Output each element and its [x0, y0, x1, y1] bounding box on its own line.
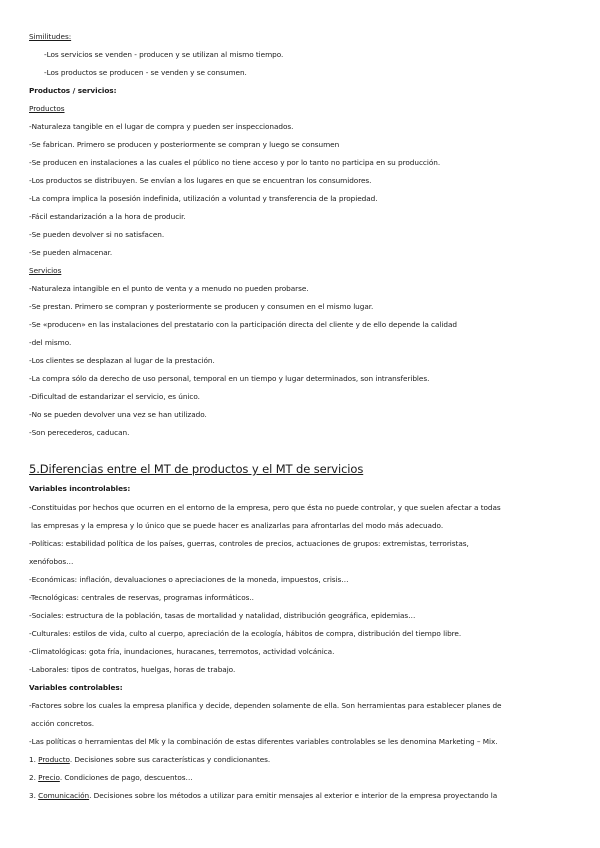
item-term: Precio — [38, 773, 60, 782]
similitudes-item: -Los productos se producen - se venden y se consumen. — [44, 68, 247, 77]
productos-item: -Se producen en instalaciones a las cuales el público no tiene acceso y por lo tanto no participa en su producción. — [29, 158, 441, 167]
item-text: . Condiciones de pago, descuentos… — [59, 773, 193, 782]
item-number: 2. — [29, 773, 36, 782]
incontrolables-line: -Tecnológicas: centrales de reservas, programas informáticos.. — [29, 593, 254, 602]
incontrolables-line: -Políticas: estabilidad política de los países, guerras, controles de precios, actuaciones de grupos: extremistas, terroristas, — [29, 539, 469, 548]
controlables-line: acción concretos. — [31, 719, 94, 728]
section-5-title: 5.Diferencias entre el MT de productos y el MT de servicios — [29, 462, 364, 476]
similitudes-heading: Similitudes: — [29, 32, 72, 41]
numbered-item — [29, 773, 193, 783]
servicios-item: -del mismo. — [29, 338, 72, 347]
servicios-item: -Se prestan. Primero se compran y posteriormente se producen y consumen en el mismo lugar. — [29, 302, 374, 311]
controlables-line: -Las políticas o herramientas del Mk y la combinación de estas diferentes variables controlables se les denomina Marketing – Mix. — [29, 737, 498, 746]
productos-item: -Naturaleza tangible en el lugar de compra y pueden ser inspeccionados. — [29, 122, 294, 131]
item-text: . Decisiones sobre los métodos a utilizar para emitir mensajes al exterior e interior de la empresa proyectando la — [89, 791, 498, 800]
controlables-line: -Factores sobre los cuales la empresa planifica y decide, dependen solamente de ella. Son herramientas para establecer planes de — [29, 701, 502, 710]
numbered-item — [29, 791, 497, 801]
item-term: Producto — [38, 755, 70, 764]
incontrolables-line: -Climatológicas: gota fría, inundaciones, huracanes, terremotos, actividad volcánica. — [29, 647, 335, 656]
servicios-item: -Dificultad de estandarizar el servicio, es único. — [29, 392, 200, 401]
incontrolables-line: -Laborales: tipos de contratos, huelgas, horas de trabajo. — [29, 665, 236, 674]
item-term: Comunicación — [38, 791, 90, 800]
incontrolables-line: las empresas y la empresa y lo único que se puede hacer es analizarlas para afrontarlas del modo más adecuado. — [31, 521, 444, 530]
item-text: . Decisiones sobre sus características y condicionantes. — [69, 755, 271, 764]
servicios-item: -Naturaleza intangible en el punto de venta y a menudo no pueden probarse. — [29, 284, 309, 293]
servicios-item: -Los clientes se desplazan al lugar de la prestación. — [29, 356, 215, 365]
item-number: 3. — [29, 791, 36, 800]
servicios-item: -Se «producen» en las instalaciones del prestatario con la participación directa del cliente y de ello depende la calidad — [29, 320, 457, 329]
incontrolables-line: xenófobos… — [29, 557, 74, 566]
controlables-heading: Variables controlables: — [29, 683, 123, 692]
numbered-item — [29, 755, 270, 765]
incontrolables-heading: Variables incontrolables: — [29, 484, 131, 493]
similitudes-item: -Los servicios se venden - producen y se utilizan al mismo tiempo. — [44, 50, 284, 59]
incontrolables-line: -Económicas: inflación, devaluaciones o apreciaciones de la moneda, impuestos, crisis… — [29, 575, 349, 584]
servicios-item: -Son perecederos, caducan. — [29, 428, 130, 437]
incontrolables-line: -Sociales: estructura de la población, tasas de mortalidad y natalidad, distribución geográfica, epidemias… — [29, 611, 416, 620]
productos-item: -Los productos se distribuyen. Se envían a los lugares en que se encuentran los consumidores. — [29, 176, 372, 185]
productos-item: -Se pueden devolver si no satisfacen. — [29, 230, 165, 239]
productos-item: -Se fabrican. Primero se producen y posteriormente se compran y luego se consumen — [29, 140, 340, 149]
productos-servicios-heading: Productos / servicios: — [29, 86, 117, 95]
servicios-item: -La compra sólo da derecho de uso personal, temporal en un tiempo y lugar determinados, son intransferibles. — [29, 374, 430, 383]
productos-heading: Productos — [29, 104, 65, 113]
incontrolables-line: -Constituidas por hechos que ocurren en el entorno de la empresa, pero que ésta no puede controlar, y que suelen afectar a todas — [29, 503, 501, 512]
productos-item: -Se pueden almacenar. — [29, 248, 113, 257]
item-number: 1. — [29, 755, 36, 764]
productos-item: -Fácil estandarización a la hora de producir. — [29, 212, 186, 221]
servicios-item: -No se pueden devolver una vez se han utilizado. — [29, 410, 207, 419]
incontrolables-line: -Culturales: estilos de vida, culto al cuerpo, apreciación de la ecología, hábitos de compra, distribución del tiempo libre. — [29, 629, 462, 638]
servicios-heading: Servicios — [29, 266, 62, 275]
productos-item: -La compra implica la posesión indefinida, utilización a voluntad y transferencia de la propiedad. — [29, 194, 378, 203]
